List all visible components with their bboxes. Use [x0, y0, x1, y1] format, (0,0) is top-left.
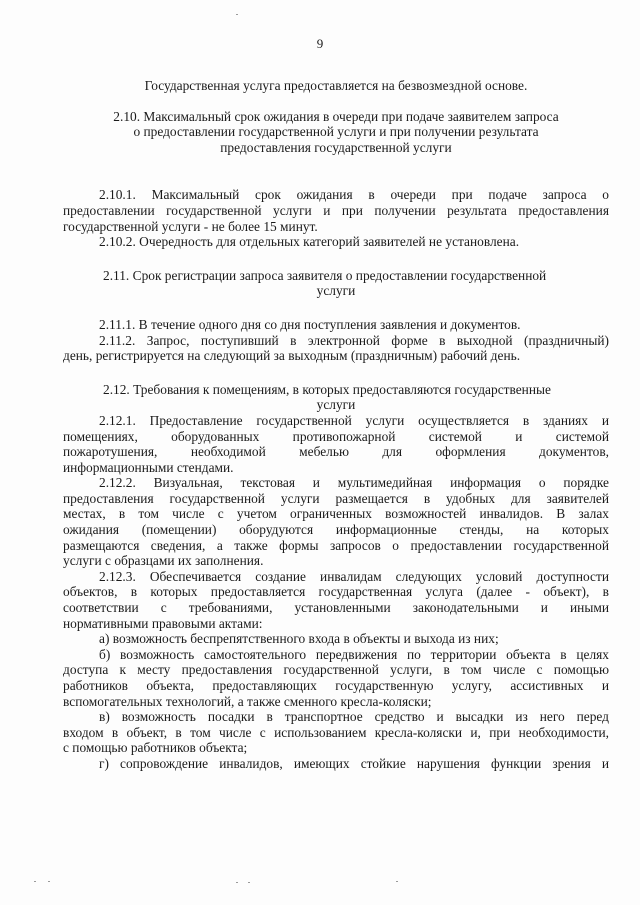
paragraph-line: государственной услуги - не более 15 минут. [63, 218, 318, 234]
scan-speck [34, 881, 36, 882]
paragraph-line: день, регистрируется на следующий за выходным (праздничным) рабочий день. [63, 348, 521, 364]
paragraph-line: местах, в том числе с учетом ограниченных возможностей инвалидов. В залах [63, 506, 609, 522]
section-title-line: о предоставлении государственной услуги и при получении результата [133, 124, 539, 140]
scan-speck [236, 882, 238, 883]
paragraph-line: работников объекта, предоставляющих государственную услугу, ассистивных и [63, 678, 609, 693]
paragraph-2-12-1 [63, 413, 609, 475]
page-number: 9 [316, 36, 324, 51]
section-title-line: 2.12. Требования к помещениям, в которых предоставляются государственные [103, 381, 551, 397]
section-2-12-title [63, 382, 609, 413]
scan-speck [48, 881, 50, 882]
section-title-line: 2.11. Срок регистрации запроса заявителя о предоставлении государственной [103, 267, 547, 283]
section-2-11-title [63, 268, 609, 299]
section-title-line: услуги [316, 283, 356, 299]
paragraph-line: предоставлении государственной услуги и при получении результата предоставления [63, 202, 609, 218]
intro-paragraph: Государственная услуга предоставляется на безвозмездной основе. [144, 78, 528, 93]
paragraph-line: пожаротушения, необходимой мебелью для оформления документов, [63, 444, 609, 460]
paragraph-line: ожидания (помещении) оборудуются информационные стенды, на которых [63, 522, 609, 538]
paragraph-line: 2.11.2. Запрос, поступивший в электронной форме в выходной (праздничный) [99, 332, 609, 348]
paragraph-2-11-2 [63, 333, 609, 364]
paragraph-2-10-2: 2.10.2. Очередность для отдельных категорий заявителей не установлена. [99, 234, 520, 250]
scan-speck [248, 882, 250, 883]
paragraph-line: услуги с образцами их заполнения. [63, 553, 264, 569]
paragraph-line: в) возможность посадки в транспортное средство и высадки из него перед [99, 709, 609, 725]
list-item-b [63, 647, 609, 709]
list-item-g: г) сопровождение инвалидов, имеющих стойкие нарушения функции зрения и [99, 755, 609, 771]
paragraph-line: 2.10.1. Максимальный срок ожидания в очереди при подаче запроса о [99, 187, 609, 203]
paragraph-line: нормативными правовыми актами: [63, 615, 263, 631]
paragraph-line: размещаются сведения, а также формы запросов о предоставлении государственной [63, 537, 609, 553]
scan-speck [396, 881, 398, 882]
paragraph-line: 2.12.2. Визуальная, текстовая и мультимедийная информация о порядке [99, 475, 609, 491]
scan-speck [236, 14, 238, 15]
paragraph-line: входом в объект, в том числе с использованием кресла-коляски и, при необходимости, [63, 724, 609, 740]
paragraph-line: вспомогательных технологий, а также сменного кресла-коляски; [63, 693, 432, 709]
paragraph-2-12-2 [63, 475, 609, 569]
paragraph-line: доступа к месту предоставления государственной услуги, в том числе с помощью [63, 662, 609, 678]
list-item-v [63, 709, 609, 756]
paragraph-line: предоставления государственной услуги размещается в удобных для заявителей [63, 490, 609, 506]
paragraph-line: помещениях, оборудованных противопожарной системой и системой [63, 428, 609, 444]
list-item-a: а) возможность беспрепятственного входа в объекты и выхода из них; [99, 631, 499, 647]
paragraph-line: объектов, в которых предоставляется государственная услуга (далее - объект), в [63, 584, 609, 600]
paragraph-line: 2.12.3. Обеспечивается создание инвалидам следующих условий доступности [99, 568, 609, 584]
paragraph-2-11-1: 2.11.1. В течение одного дня со дня поступления заявления и документов. [99, 316, 521, 332]
section-title-line: услуги [316, 397, 356, 413]
paragraph-2-12-3 [63, 569, 609, 631]
paragraph-line: информационными стендами. [63, 459, 234, 475]
paragraph-line: с помощью работников объекта; [63, 740, 248, 756]
paragraph-line: 2.12.1. Предоставление государственной услуги осуществляется в зданиях и [99, 412, 609, 428]
section-title-line: 2.10. Максимальный срок ожидания в очереди при подаче заявителем запроса [113, 108, 559, 124]
paragraph-2-10-1 [63, 187, 609, 234]
paragraph-line: соответствии с требованиями, установленными законодательными и иными [63, 600, 609, 616]
document-body [63, 78, 609, 772]
paragraph-line: б) возможность самостоятельного передвижения по территории объекта в целях [99, 646, 609, 662]
section-2-10-title [63, 109, 609, 156]
section-title-line: предоставления государственной услуги [220, 139, 452, 155]
